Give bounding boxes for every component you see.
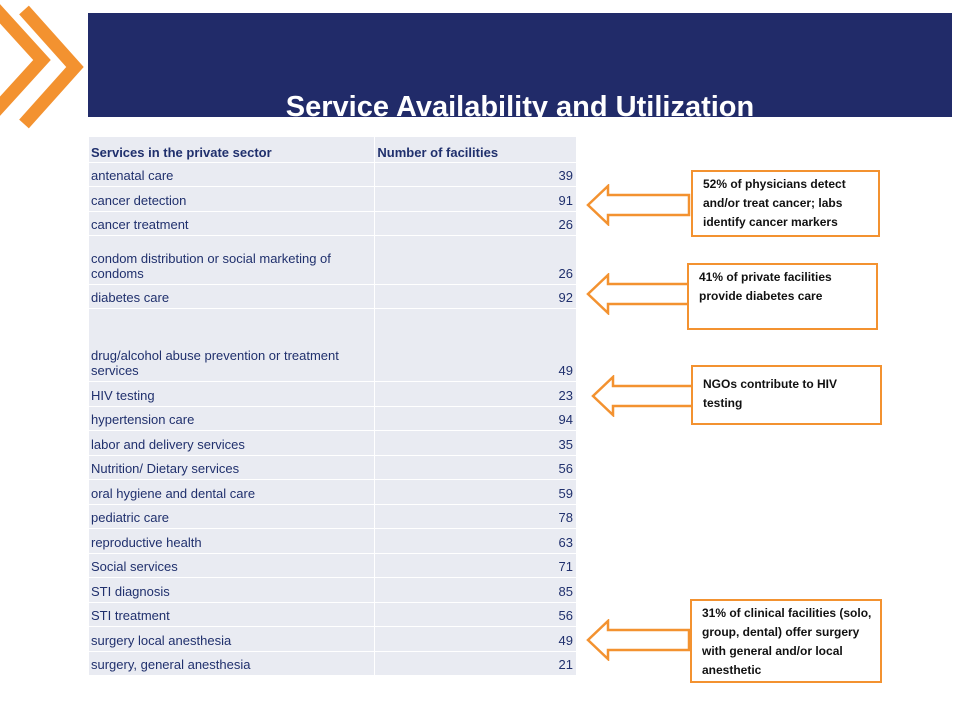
callout-hiv: NGOs contribute to HIV testing xyxy=(691,365,882,425)
header-count: Number of facilities xyxy=(375,137,577,163)
title-bar xyxy=(88,13,952,123)
service-cell: hypertension care xyxy=(89,407,375,431)
count-cell: 35 xyxy=(375,431,577,456)
table-row xyxy=(89,309,577,382)
table-row xyxy=(89,480,577,505)
count-cell: 63 xyxy=(375,529,577,554)
service-cell: STI treatment xyxy=(89,603,375,627)
table-row xyxy=(89,431,577,456)
table-header-row xyxy=(89,137,577,163)
count-cell: 26 xyxy=(375,236,577,285)
table-row xyxy=(89,212,577,236)
table-row xyxy=(89,382,577,407)
header-service: Services in the private sector xyxy=(89,137,375,163)
table-row xyxy=(89,505,577,529)
table-row xyxy=(89,554,577,578)
count-cell: 78 xyxy=(375,505,577,529)
count-cell: 94 xyxy=(375,407,577,431)
count-cell: 85 xyxy=(375,578,577,603)
count-cell: 39 xyxy=(375,163,577,187)
arrow-left-icon xyxy=(586,184,692,226)
service-cell: STI diagnosis xyxy=(89,578,375,603)
count-cell: 56 xyxy=(375,456,577,480)
table-row xyxy=(89,603,577,627)
table-row xyxy=(89,236,577,285)
table-row xyxy=(89,627,577,652)
table-row xyxy=(89,285,577,309)
count-cell: 49 xyxy=(375,627,577,652)
service-cell: Social services xyxy=(89,554,375,578)
count-cell: 56 xyxy=(375,603,577,627)
count-cell: 21 xyxy=(375,652,577,676)
table-row xyxy=(89,407,577,431)
table-row xyxy=(89,187,577,212)
service-cell: HIV testing xyxy=(89,382,375,407)
service-cell: surgery local anesthesia xyxy=(89,627,375,652)
callout-diabetes: 41% of private facilities provide diabetes care xyxy=(687,263,878,330)
service-cell: condom distribution or social marketing of condoms xyxy=(89,236,375,285)
service-cell: pediatric care xyxy=(89,505,375,529)
callout-surgery: 31% of clinical facilities (solo, group, dental) offer surgery with general and/or local anesthetic xyxy=(690,599,882,683)
service-cell: antenatal care xyxy=(89,163,375,187)
count-cell: 23 xyxy=(375,382,577,407)
arrow-left-icon xyxy=(586,273,692,315)
service-cell: cancer detection xyxy=(89,187,375,212)
service-cell: cancer treatment xyxy=(89,212,375,236)
services-table xyxy=(88,136,577,676)
service-cell: surgery, general anesthesia xyxy=(89,652,375,676)
table-row xyxy=(89,652,577,676)
service-cell: drug/alcohol abuse prevention or treatment services xyxy=(89,309,375,382)
service-cell: labor and delivery services xyxy=(89,431,375,456)
callout-cancer: 52% of physicians detect and/or treat cancer; labs identify cancer markers xyxy=(691,170,880,237)
count-cell: 26 xyxy=(375,212,577,236)
count-cell: 91 xyxy=(375,187,577,212)
count-cell: 49 xyxy=(375,309,577,382)
count-cell: 92 xyxy=(375,285,577,309)
arrow-left-icon xyxy=(591,375,697,417)
service-cell: Nutrition/ Dietary services xyxy=(89,456,375,480)
count-cell: 71 xyxy=(375,554,577,578)
service-cell: reproductive health xyxy=(89,529,375,554)
table-row xyxy=(89,529,577,554)
count-cell: 59 xyxy=(375,480,577,505)
page-title: Service Availability and Utilization xyxy=(285,91,755,123)
service-cell: oral hygiene and dental care xyxy=(89,480,375,505)
table-row xyxy=(89,456,577,480)
table-row xyxy=(89,578,577,603)
table-row xyxy=(89,163,577,187)
arrow-left-icon xyxy=(586,619,692,661)
chevron-logo-icon xyxy=(0,0,90,160)
service-cell: diabetes care xyxy=(89,285,375,309)
